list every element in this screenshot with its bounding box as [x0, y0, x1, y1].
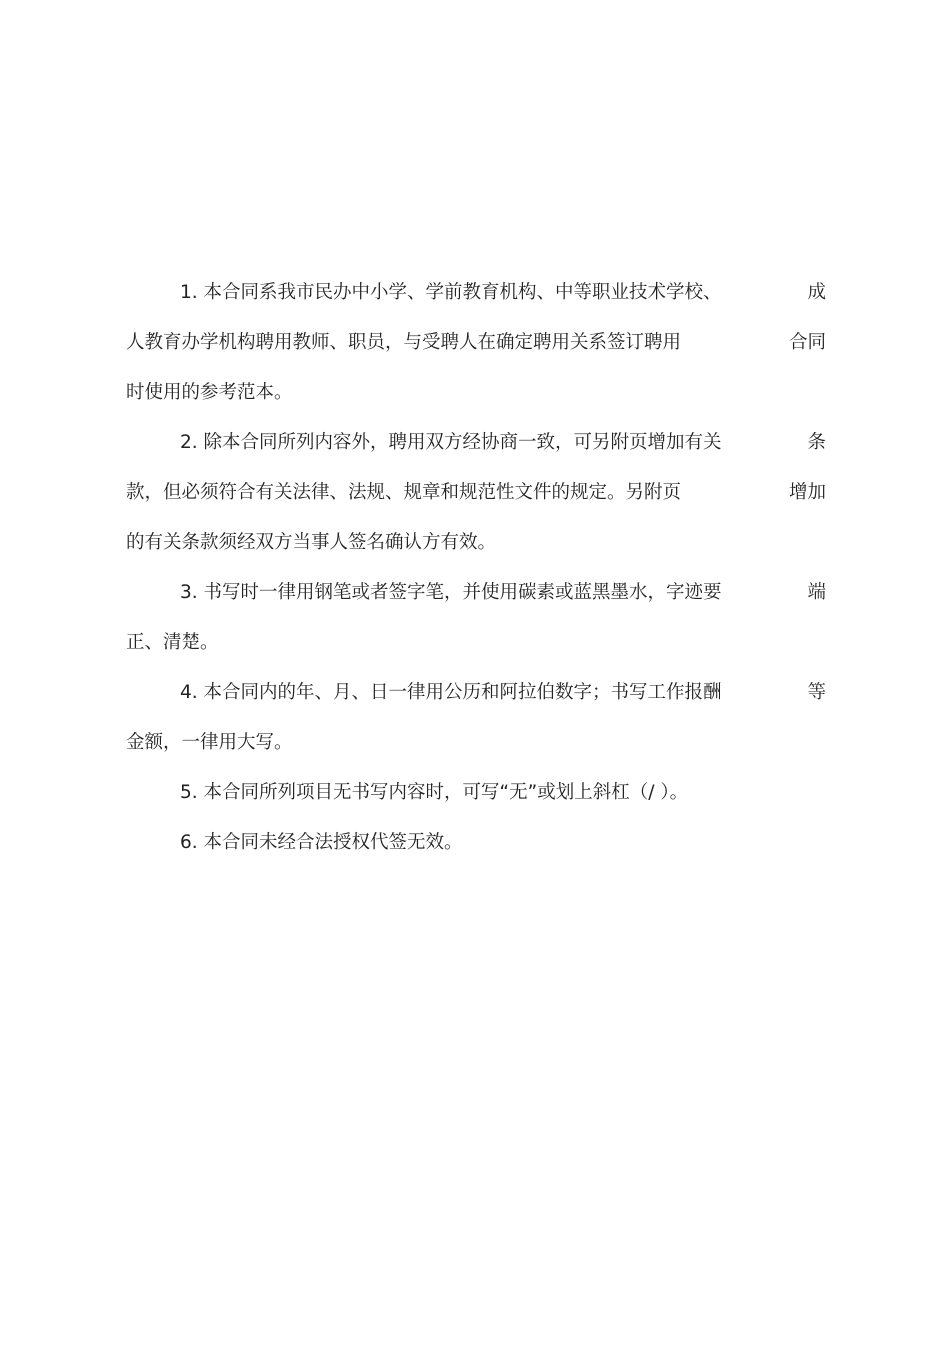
note-1-number: 1. [180, 282, 198, 303]
note-3-number: 3. [180, 582, 198, 603]
note-5-text: 5. 本合同所列项目无书写内容时，可写“无”或划上斜杠（/ ）。 [180, 782, 689, 803]
note-6-number: 6. [180, 832, 198, 853]
note-2-line-3: 的有关条款须经双方当事人签名确认方有效。 [126, 532, 497, 553]
note-1-line-3: 时使用的参考范本。 [126, 382, 293, 403]
note-2-text: 2. 除本合同所列内容外，聘用双方经协商一致，可另附页增加有关 [180, 432, 722, 453]
contract-usage-notes [126, 268, 826, 868]
note-3-line-1 [126, 568, 826, 618]
note-2-line-1 [126, 418, 826, 468]
note-1-line-2: 人教育办学机构聘用教师、职员，与受聘人在确定聘用关系签订聘用 合同 [126, 318, 826, 368]
note-3-line-1-end: 端 [807, 582, 826, 603]
note-6-line-1 [126, 818, 826, 868]
note-4-text: 4. 本合同内的年、月、日一律用公历和阿拉伯数字；书写工作报酬 [180, 682, 722, 703]
note-2-number: 2. [180, 432, 198, 453]
note-6-text: 6. 本合同未经合法授权代签无效。 [180, 832, 463, 853]
note-5-line-1 [126, 768, 826, 818]
note-5-number: 5. [180, 782, 198, 803]
note-1-line-1 [126, 268, 826, 318]
note-3-text: 3. 书写时一律用钢笔或者签字笔，并使用碳素或蓝黑墨水，字迹要 [180, 582, 722, 603]
note-2-line-2-end: 增加 [788, 482, 826, 503]
note-3-line-2: 正、清楚。 [126, 632, 219, 653]
note-4-line-1 [126, 668, 826, 718]
note-4-line-2: 金额，一律用大写。 [126, 732, 293, 753]
note-4-number: 4. [180, 682, 198, 703]
note-4-line-1-end: 等 [807, 682, 826, 703]
note-2-line-2: 款，但必须符合有关法律、法规、规章和规范性文件的规定。另附页 增加 [126, 468, 826, 518]
note-1-text: 1. 本合同系我市民办中小学、学前教育机构、中等职业技术学校、 [180, 282, 722, 303]
note-2-line-1-end: 条 [807, 432, 826, 453]
note-1-line-1-end: 成 [807, 282, 826, 303]
note-1-line-2-end: 合同 [788, 332, 826, 353]
